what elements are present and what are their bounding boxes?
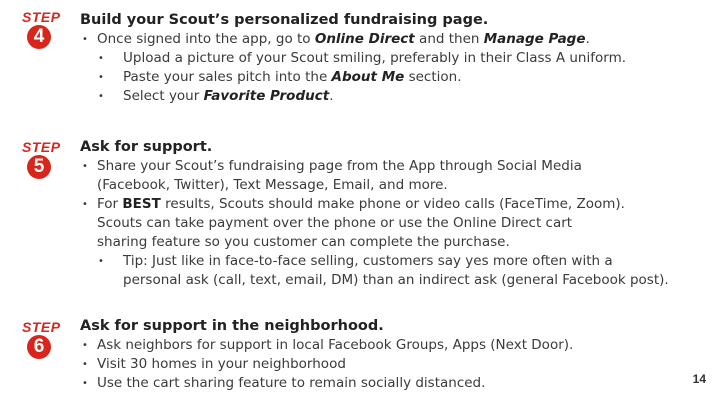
list-item: • Ask neighbors for support in local Facebook Groups, Apps (Next Door).: [80, 336, 710, 355]
step-5-heading: Ask for support.: [80, 139, 213, 155]
list-item: • Tip: Just like in face-to-face selling, customers say yes more often with a personal ask (call, text, email, DM) than an indirect ask (general Facebook post).: [80, 252, 710, 290]
favorite-product-term: Favorite Product: [203, 88, 330, 104]
step-6-badge: [22, 319, 61, 359]
online-direct-term: Online Direct: [314, 31, 415, 47]
step-5-badge: [22, 139, 61, 179]
page-number: 14: [692, 372, 706, 386]
step-5-section: [80, 137, 710, 290]
step-4-badge: [22, 9, 61, 49]
step-4-section: [80, 10, 710, 106]
list-item: • Use the cart sharing feature to remain socially distanced.: [80, 374, 710, 393]
step-6-section: [80, 316, 710, 393]
list-item: • Upload a picture of your Scout smiling, preferably in their Class A uniform.: [80, 49, 710, 68]
best-term: BEST: [122, 196, 161, 212]
list-item: • For BEST results, Scouts should make phone or video calls (FaceTime, Zoom). Scouts can take payment over the phone or use the Online Direct cart sharing feature so you customer can complete the purchase.: [80, 195, 710, 252]
manage-page-term: Manage Page: [483, 31, 586, 47]
list-item: • Once signed into the app, go to Online Direct and then Manage Page.: [80, 30, 710, 49]
step-5-list: [80, 157, 710, 290]
step-6-heading: Ask for support in the neighborhood.: [80, 318, 384, 334]
step-number: 4: [27, 25, 51, 49]
list-item: • Select your Favorite Product.: [80, 87, 710, 106]
step-6-list: [80, 336, 710, 393]
step-label: STEP: [22, 319, 61, 335]
step-number: 6: [27, 335, 51, 359]
about-me-term: About Me: [331, 69, 405, 85]
list-item: • Share your Scout’s fundraising page from the App through Social Media (Facebook, Twitter), Text Message, Email, and more.: [80, 157, 710, 195]
list-item: • Visit 30 homes in your neighborhood: [80, 355, 710, 374]
step-4-list: [80, 30, 710, 106]
list-item: • Paste your sales pitch into the About Me section.: [80, 68, 710, 87]
step-number: 5: [27, 155, 51, 179]
step-label: STEP: [22, 9, 61, 25]
step-4-heading: Build your Scout’s personalized fundraising page.: [80, 12, 489, 28]
step-label: STEP: [22, 139, 61, 155]
